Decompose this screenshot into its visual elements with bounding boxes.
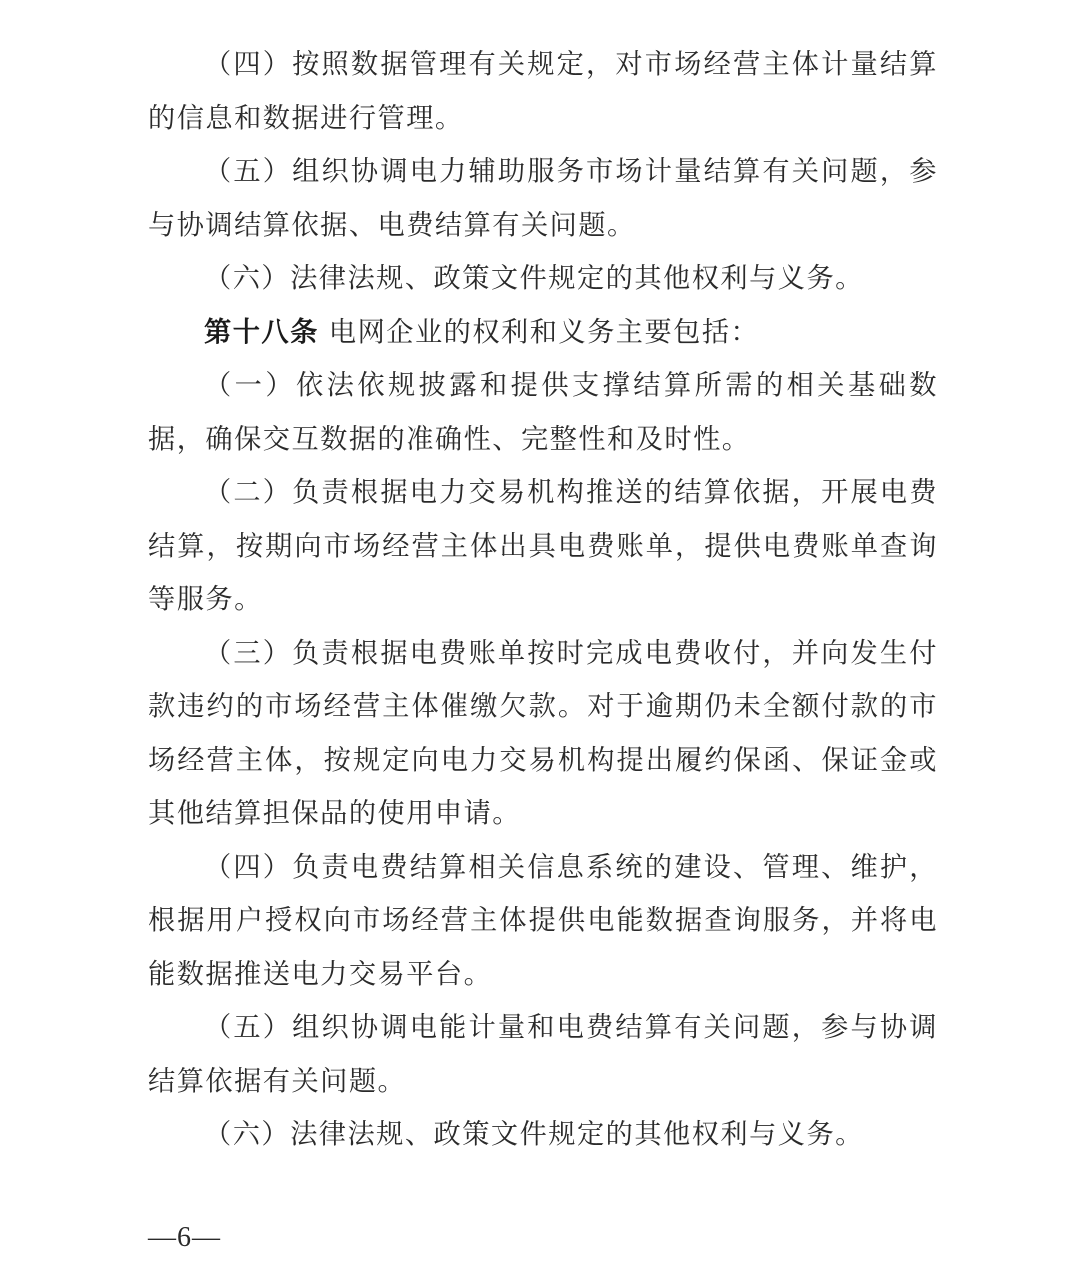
article-heading: 第十八条 <box>204 315 319 348</box>
paragraph-item-1: （一）依法依规披露和提供支撑结算所需的相关基础数据，确保交互数据的准确性、完整性和及时性。 <box>148 370 938 455</box>
paragraph-item-3: （三）负责根据电费账单按时完成电费收付，并向发生付款违约的市场经营主体催缴欠款。对于逾期仍未全额付款的市场经营主体，按规定向电力交易机构提出履约保函、保证金或其他结算担保品的使用申请。 <box>148 637 938 829</box>
paragraph-item-4b: （四）负责电费结算相关信息系统的建设、管理、维护，根据用户授权向市场经营主体提供电能数据查询服务，并将电能数据推送电力交易平台。 <box>148 851 938 990</box>
paragraph-item-5b: （五）组织协调电能计量和电费结算有关问题，参与协调结算依据有关问题。 <box>148 1012 938 1097</box>
paragraph-item-2: （二）负责根据电力交易机构推送的结算依据，开展电费结算，按期向市场经营主体出具电费账单，提供电费账单查询等服务。 <box>148 477 938 615</box>
paragraph-item-4: （四）按照数据管理有关规定，对市场经营主体计量结算的信息和数据进行管理。 <box>148 49 938 134</box>
paragraph-item-6b: （六）法律法规、政策文件规定的其他权利与义务。 <box>204 1119 864 1150</box>
page-number: —6— <box>148 1222 221 1253</box>
article-intro-text: 电网企业的权利和义务主要包括： <box>318 316 760 348</box>
article-18-paragraph <box>148 306 938 360</box>
document-page <box>148 38 938 1162</box>
paragraph-item-6: （六）法律法规、政策文件规定的其他权利与义务。 <box>204 263 864 294</box>
paragraph-item-5: （五）组织协调电力辅助服务市场计量结算有关问题，参与协调结算依据、电费结算有关问题。 <box>148 156 938 241</box>
